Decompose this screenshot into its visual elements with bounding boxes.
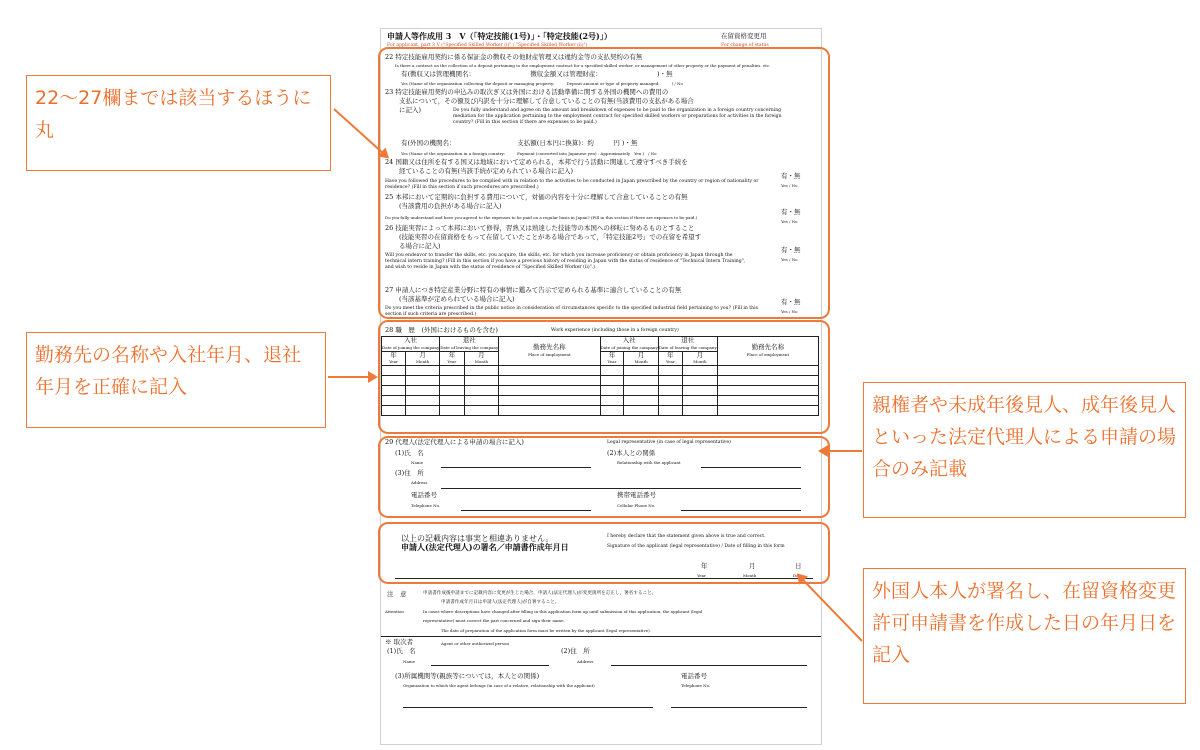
agent-tel-en: Telephone No. <box>681 683 711 688</box>
q28-title: 28 職 歴 (外国におけるものを含む) <box>385 326 498 334</box>
q28-title-en: Work experience (including those in a foreign country) <box>551 328 679 333</box>
attention-en-1: In cases where descriptions have changed after filling in this application form up until submission of this application, the applicant (legal <box>423 609 703 614</box>
join-header: 入社 Date of joining the company <box>382 336 440 350</box>
declaration-jp-1: 以上の記載内容は事実と相違ありません。 <box>401 534 554 543</box>
arrow-callout-2 <box>328 376 376 378</box>
agent-org-field[interactable] <box>403 707 653 708</box>
q27-yes-no-en: Yes / No <box>781 309 798 314</box>
agent-address-en: Address <box>577 659 594 664</box>
agent-name-label: (1)氏 名 <box>387 647 416 655</box>
form-header-en-right: For change of status <box>721 43 769 48</box>
q29-name-en: Name <box>411 460 424 465</box>
highlight-legal-representative <box>378 436 830 518</box>
date-day-label: 日 <box>795 562 802 570</box>
q23-title: 23 特定技能雇用契約の申込みの取次ぎ又は外国における活動準備に関する外国の機関への費用の <box>385 88 669 96</box>
agent-address-field[interactable] <box>611 665 807 666</box>
q25-yes-no-en: Yes / No <box>781 219 798 224</box>
q26-yes-no-en: Yes / No <box>781 257 798 262</box>
q29-title: 29 代理人(法定代理人による申請の場合に記入) <box>385 438 524 446</box>
attention-en-3: The date of preparation of the application form must be written by the applicant (legal representative). <box>441 628 651 633</box>
q22-line-en: Yes (Name of the organization collecting the deposit or managing property: Deposit amount or type of property managed: ) / No <box>401 81 683 86</box>
callout-legal-representative: 親権者や未成年後見人、成年後見人といった法定代理人による申請の場合のみ記載 <box>863 382 1186 518</box>
date-year-label: 年 <box>701 562 708 570</box>
join-header-2: 入社 Date of joining the company <box>600 336 658 350</box>
attention-jp-2: 申請書作成年月日は申請人(法定代理人)が自署すること。 <box>441 600 560 605</box>
attention-jp-1: 申請書作成後申請までに記載内容に変更が生じた場合，申請人(法定代理人)が変更箇所を訂正し，署名すること。 <box>423 591 657 596</box>
q25-title2: (当該費用の負担がある場合に記入) <box>399 202 502 210</box>
q27-title: 27 申請人につき特定産業分野に特有の事情に鑑みて告示で定められる基準に適合していることの有無 <box>385 286 682 294</box>
q23-title2: 支払について，その額及び内訳を十分に理解して合意していることの有無(当該費用の支払がある場合 <box>399 97 694 105</box>
attention-divider <box>381 636 821 637</box>
q23-title3: に記入) <box>399 106 422 114</box>
q23-en: Do you fully understand and agree on the amount and breakdown of expenses to be paid to the organization in a foreign country concerning mediation for the application pertaining to the employment contract for specified skilled workers or preparations for activities in the foreign country? (Fill in this section if there are expenses to be paid.) <box>453 108 782 125</box>
callout-signature-date: 外国人本人が署名し、在留資格変更許可申請書を作成した日の年月日を記入 <box>863 568 1186 704</box>
q27-en: Do you meet the criteria prescribed in the public notice in consideration of circumstances specific to the specified industrial field pertaining to you? (Fill in this section if such criteria are prescribed.) <box>385 306 758 317</box>
agent-org-en: Organization to which the agent belongs (in case of a relative, relationship with the applicant) <box>403 683 595 688</box>
attention-en-2: representative) must correct the part concerned and sign their name. <box>423 618 565 623</box>
agent-tel-label: 電話番号 <box>681 672 707 680</box>
agent-name-field[interactable] <box>431 665 549 666</box>
agent-title-en: Agent or other authorized person <box>441 641 509 646</box>
q29-address-label: (3)住 所 <box>395 469 424 477</box>
q24-title: 24 国籍又は住所を有する国又は地域において定められる，本邦で行う活動に関連して遵守すべき手続を <box>385 158 688 166</box>
q29-relation-label: (2)本人との関係 <box>607 449 656 457</box>
work-history-table: 入社 Date of joining the company 退社 Date of leaving the company 勤務先名称 Place of employment 入社 Date of joining the company 退社 Date of leaving the company 勤務先名称 Place of employment 年 Year 月 Month 年 Year 月 Month 年 Year 月 Month 年 Year 月 Month <box>381 336 819 416</box>
callout-circle-applicable: 22〜27欄までは該当するほうに丸 <box>26 75 331 171</box>
q27-title2: (当該基準が定められている場合に記入) <box>399 295 515 303</box>
q23-line: 有(外国の機関名： 支払額(日本円に換算)：約 円 )・無 <box>401 139 638 147</box>
attention-label-en: Attention <box>385 609 404 614</box>
date-year-en: Year <box>697 573 706 578</box>
q29-relation-en: Relationship with the applicant <box>617 460 681 465</box>
q22-en: Is there a contract on the collection of a deposit pertaining to the employment contract for a specified skilled worker, or management of other property or the payment of penalties, etc. <box>395 63 771 68</box>
declaration-en-2: Signature of the applicant (legal representative) / Date of filling in this form <box>607 544 785 549</box>
q29-tel-label: 電話番号 <box>411 491 437 499</box>
date-month-label: 月 <box>749 562 756 570</box>
q29-address-en: Address <box>411 480 428 485</box>
highlight-work-history <box>378 320 830 434</box>
leave-header-2: 退社 Date of leaving the company <box>658 336 717 350</box>
q29-tel-en: Telephone No. <box>411 503 441 508</box>
q22-title: 22 特定技能雇用契約に係る保証金の徴収その他財産管理又は違約金等の支払契約の有無 <box>385 53 643 61</box>
q26-yes-no: 有・無 <box>781 246 801 254</box>
q24-yes-no-en: Yes / No <box>781 183 798 188</box>
agent-name-en: Name <box>403 659 416 664</box>
highlight-signature-date <box>378 522 830 584</box>
q26-title3: る場合に記入) <box>399 242 441 250</box>
form-header-title: 申請人等作成用 3 V（「特定技能(1号)」・「特定技能(2号)」） <box>387 31 612 41</box>
q22-line: 有(徴収又は管理機関名： 徴収金額又は管理財産： )・無 <box>401 70 673 78</box>
declaration-en-1: I hereby declare that the statement given above is true and correct. <box>607 534 766 539</box>
date-month-en: Month <box>743 573 757 578</box>
form-header-right: 在留資格変更用 <box>721 32 767 40</box>
leave-header: 退社 Date of leaving the company <box>440 336 499 350</box>
q24-en: Have you followed the procedures to be complied with in relation to the activities to be conducted in Japan prescribed by the country or region of nationality or residence? (Fill in this section if such procedures are prescribed.) <box>385 179 759 190</box>
place-header: 勤務先名称 Place of employment <box>499 337 600 366</box>
q26-en: Will you endeavor to transfer the skills, etc. you acquire, the skills, etc. for which you increase proficiency or obtain proficiency in Japan through the technical intern training? (Fill in this section if you have a previous history of residing in Japan with the status of residence of "Technical Intern Training", and wish to reside in Japan with the status of residence of "Specified Skilled Worker (ii)".) <box>385 253 746 270</box>
agent-address-label: (2)住 所 <box>561 647 590 655</box>
agent-org-label: (3)所属機関等(親族等については，本人との関係) <box>395 672 540 680</box>
q26-title2: (技能実習の在留資格をもって在留していたことがある場合であって，「特定技能2号」での在留を希望す <box>399 233 702 241</box>
q29-mobile-en: Cellular Phone No. <box>617 503 656 508</box>
q25-en: Do you fully understand and have you agreed to the expenses to be paid on a regular basis in Japan? (Fill in this section if there are expenses to be paid.) <box>385 215 698 220</box>
agent-tel-field[interactable] <box>671 707 807 708</box>
q25-title: 25 本邦において定期的に負担する費用について，対価の内容を十分に理解して合意していることの有無 <box>385 193 688 201</box>
q29-mobile-label: 携帯電話番号 <box>617 491 656 499</box>
q25-yes-no: 有・無 <box>781 208 801 216</box>
q26-title: 26 技能実習によって本邦において修得，習熟又は熟達した技能等の本国への移転に努めるものとすること <box>385 224 695 232</box>
agent-title: ※ 取次者 <box>385 638 414 646</box>
form-header-en: For applicant, part 3 V ("Specified Skilled Worker (i)" / "Specified Skilled Worker (ii)") <box>387 43 588 48</box>
declaration-jp-2: 申請人(法定代理人)の署名／申請書作成年月日 <box>401 542 569 552</box>
q23-line-en: Yes (Name of the organization in a foreign country: Payment (converted into Japanese yen) : Approximately Yen ) / No <box>401 151 657 156</box>
place-header-2: 勤務先名称 Place of employment <box>717 337 818 366</box>
highlight-q22-27 <box>378 47 830 319</box>
q29-name-label: (1)氏 名 <box>395 449 424 457</box>
q27-yes-no: 有・無 <box>781 298 801 306</box>
q24-title2: 経ていることの有無(当該手続が定められている場合に記入) <box>399 167 574 175</box>
callout-work-history: 勤務先の名称や入社年月、退社年月を正確に記入 <box>26 332 326 428</box>
q29-title-en: Legal representative (in case of legal representative) <box>607 440 731 445</box>
attention-label: 注 意 <box>387 590 407 598</box>
q24-yes-no: 有・無 <box>781 172 801 180</box>
arrow-callout-3 <box>820 450 862 452</box>
